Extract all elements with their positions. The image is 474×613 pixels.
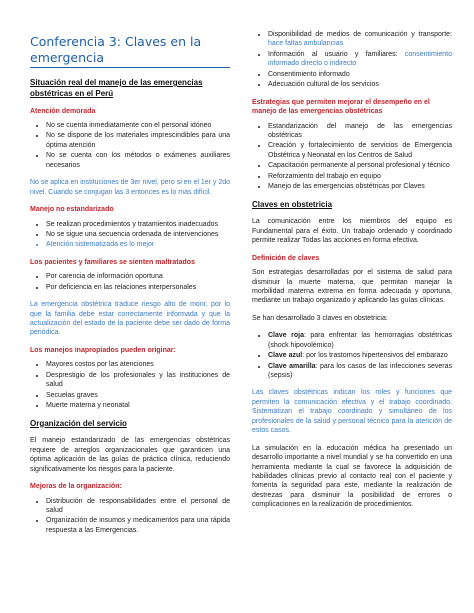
estrategias-heading: Estrategias que permiten mejorar el desempeño en el manejo de las emergencias obstétricas [252, 98, 430, 116]
inapropiados-list [30, 360, 230, 410]
manejo-heading: Manejo no estandarizado [30, 206, 114, 214]
clave-desc: : por los trastornos hipertensivos del embarazo [302, 352, 448, 360]
item-text: Adecuación cultural de los servicios [268, 81, 379, 89]
list-item [268, 80, 452, 89]
pacientes-list [30, 272, 230, 292]
list-item: • Organización de insumos y medicamentos para una rápida respuesta a las Emergencias. [46, 516, 230, 535]
list-item: • Secuelas graves [46, 391, 230, 400]
definicion-text: Son estrategias desarrolladas por el sistema de salud para disminuir la muerte materna, que permitan manejar la morbilidad materna extrema en forma adecuada y oportuna, mediante un trabajo organizado y aplicando las guías clínicas. [252, 269, 452, 305]
item-text: Consentimiento informado [268, 70, 350, 78]
list-item: • No se sigue una secuencia ordenada de intervenciones [46, 230, 230, 239]
list-item: • Estandarización del manejo de las emergencias obstétricas [268, 122, 452, 141]
list-item: • Capacitación permanente al personal profesional y técnico [268, 161, 452, 170]
list-item [268, 331, 452, 350]
clave-name: Clave azul [268, 352, 303, 360]
simulacion-text: La simulación en la educación médica ha presentado un desarrollo importante a nivel mundial y se ha convertido en una herramienta mediante la cual se favorece la adquisición de habilidades clínicas previo al contacto real con el paciente y fomenta la seguridad para este, mediante la realización de destrezas para disminuir la posibilidad de errores o complicaciones en la realización de procedimientos. [252, 444, 452, 509]
list-item: • Mayores costos por las atenciones [46, 360, 230, 369]
list-item: • Muerte materna y neonatal [46, 401, 230, 410]
list-item [268, 362, 452, 381]
list-item [268, 351, 452, 360]
organizacion-text: El manejo estandarizado de las emergencias obstétricas requiere de arreglos organizacionales que garanticen una óptima aplicación de las guías de práctica clínica, reduciendo significativamente los riesgos para la paciente. [30, 437, 230, 473]
mejoras-heading: Mejoras de la organización: [30, 483, 122, 491]
clave-desc: : para los casos de las infecciones severas (sepsis) [268, 362, 452, 380]
manejo-list [30, 220, 230, 250]
organizacion-heading: Organización del servicio [30, 418, 127, 428]
claves-text: La comunicación entre los miembros del equipo es Fundamental para el éxito. Un trabajo ordenado y coordinado permite realizar Todas las acciones en forma efectiva. [252, 218, 452, 245]
page-title: Conferencia 3: Claves en la emergencia [30, 34, 230, 68]
clave-desc: : para enfrentar las hemorragias obstétricas (shock hipovolémico) [268, 332, 452, 349]
claves-list [252, 331, 452, 380]
situacion-heading: Situación real del manejo de las emergencias obstétricas en el Perú [30, 78, 203, 98]
left-column [30, 78, 230, 543]
definicion-heading: Definición de claves [252, 254, 320, 262]
pacientes-note: La emergencia obstétrica traduce riesgo alto de morir, por lo que la familia debe estar correctamente informada y que la actualización del estado de la paciente debe ser dado de forma periódica. [30, 301, 230, 337]
pacientes-heading: Los pacientes y familiares se sienten maltratados [30, 258, 195, 266]
clave-name: Clave amarilla [268, 362, 316, 370]
list-item: • Desprestigio de los profesionales y las instituciones de salud [46, 371, 230, 390]
right-column [252, 30, 452, 518]
item-note: hace faltas ambulancias [268, 40, 344, 48]
atencion-heading: Atención demorada [30, 107, 96, 115]
desarrollado-text: Se han desarrollado 3 claves en obstetricia: [252, 314, 388, 322]
mejoras-list [30, 497, 230, 536]
clave-name: Clave roja [268, 332, 304, 340]
list-item: • Distribución de responsabilidades entre el personal de salud [46, 497, 230, 516]
list-item: • Creación y fortalecimiento de servicios de Emergencia Obstétrica y Neonatal en los Centros de Salud [268, 141, 452, 160]
list-item: • Atención sistematizada es lo mejor [46, 240, 230, 249]
list-item: • Se realizan procedimientos y tratamientos inadecuados [46, 220, 230, 229]
list-item: • Por carencia de información oportuna [46, 272, 230, 281]
list-item: • No se cuenta con los métodos o exámenes auxiliares necesarios [46, 151, 230, 170]
claves-heading: Claves en obstetricia [252, 199, 333, 209]
list-item: • No se cuenta inmediatamente con el personal idóneo [46, 121, 230, 130]
list-item [268, 50, 452, 69]
top-list [252, 30, 452, 90]
list-item: • Reforzamiento del trabajo en equipo [268, 172, 452, 181]
list-item: • No se dispone de los materiales imprescindibles para una óptima atención [46, 131, 230, 150]
list-item: • Manejo de las emergencias obstétricas por Claves [268, 182, 452, 191]
atencion-list [30, 121, 230, 170]
list-item: • Por deficiencia en las relaciones interpersonales [46, 283, 230, 292]
list-item [268, 70, 452, 79]
item-text: Información al usuario y familiares: [268, 50, 405, 58]
list-item [268, 30, 452, 49]
estrategias-list [252, 122, 452, 192]
roles-note: Las claves obstétricas indican los roles y funciones que permiten la comunicación efectiva y el trabajo coordinado. Sistematizan el trabajo coordinado y simultáneo de los profesionales de la salud y personal técnico para la atención de estos casos. [252, 389, 452, 435]
inapropiados-heading: Los manejos inapropiados pueden originar: [30, 346, 176, 354]
item-note: consentimiento informado directo o indirecto [268, 50, 452, 68]
atencion-note: No se aplica en instituciones de 3er nivel, pero si en el 1er y 2do nivel. Cuando se conjugan las 3 entonces es lo más difícil. [30, 179, 231, 196]
item-text: Disponibilidad de medios de comunicación y transporte: [268, 31, 452, 38]
